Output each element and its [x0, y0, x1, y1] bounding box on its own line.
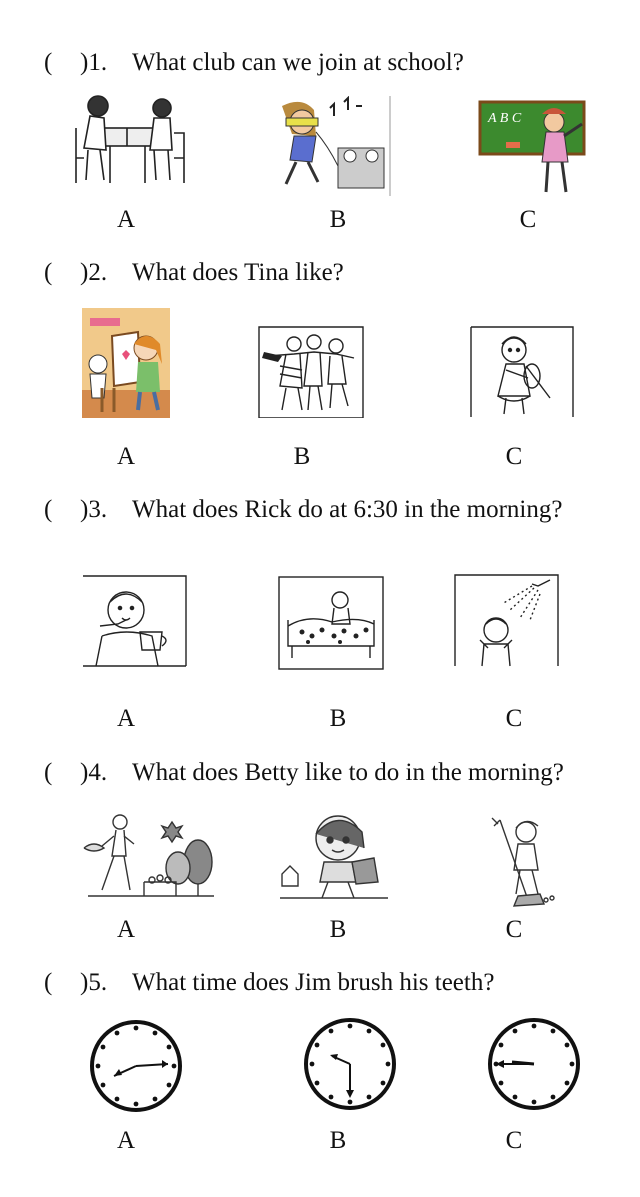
girl-sweeping-icon[interactable]: [488, 814, 558, 910]
question-text: What does Betty like to do in the morning?: [132, 759, 564, 786]
question-text: What does Tina like?: [132, 259, 344, 286]
answer-blank-open[interactable]: (: [44, 49, 53, 76]
answer-blank-open[interactable]: (: [44, 259, 53, 286]
answer-blank-open[interactable]: (: [44, 759, 53, 786]
boy-getting-up-icon[interactable]: [278, 576, 384, 670]
option-label-c: C: [505, 443, 523, 470]
question-text: What club can we join at school?: [132, 49, 464, 76]
option-label-a: A: [116, 1127, 136, 1154]
question-number: )2.: [80, 259, 108, 286]
girl-going-school-icon[interactable]: [278, 808, 390, 904]
clock-icon[interactable]: [88, 1018, 184, 1114]
girl-painting-icon[interactable]: [82, 308, 170, 418]
option-label-a: A: [116, 443, 136, 470]
option-label-b: B: [293, 443, 311, 470]
option-label-a: A: [116, 916, 136, 943]
girl-violin-icon[interactable]: [470, 326, 574, 418]
blackboard-text: A B C: [488, 111, 522, 126]
question-number: )5.: [80, 969, 108, 996]
boy-shower-icon[interactable]: [454, 574, 560, 668]
question-text: What does Rick do at 6:30 in the morning?: [132, 496, 563, 523]
option-label-b: B: [329, 705, 347, 732]
question-number: )3.: [80, 496, 108, 523]
option-label-c: C: [519, 206, 537, 233]
option-label-b: B: [329, 916, 347, 943]
clock-icon[interactable]: [302, 1016, 398, 1112]
option-label-a: A: [116, 206, 136, 233]
girl-walking-park-icon[interactable]: [80, 804, 216, 908]
two-boys-chess-icon[interactable]: [70, 88, 190, 193]
children-dancing-icon[interactable]: [258, 326, 364, 418]
option-label-c: C: [505, 916, 523, 943]
question-text: What time does Jim brush his teeth?: [132, 969, 495, 996]
teacher-blackboard-icon[interactable]: [478, 100, 586, 196]
answer-blank-open[interactable]: (: [44, 969, 53, 996]
clock-icon[interactable]: [486, 1016, 582, 1112]
question-number: )4.: [80, 759, 108, 786]
girl-music-icon[interactable]: [272, 96, 394, 198]
answer-blank-open[interactable]: (: [44, 496, 53, 523]
option-label-c: C: [505, 1127, 523, 1154]
boy-eating-icon[interactable]: [82, 574, 188, 668]
question-number: )1.: [80, 49, 108, 76]
option-label-b: B: [329, 1127, 347, 1154]
option-label-a: A: [116, 705, 136, 732]
option-label-b: B: [329, 206, 347, 233]
option-label-c: C: [505, 705, 523, 732]
